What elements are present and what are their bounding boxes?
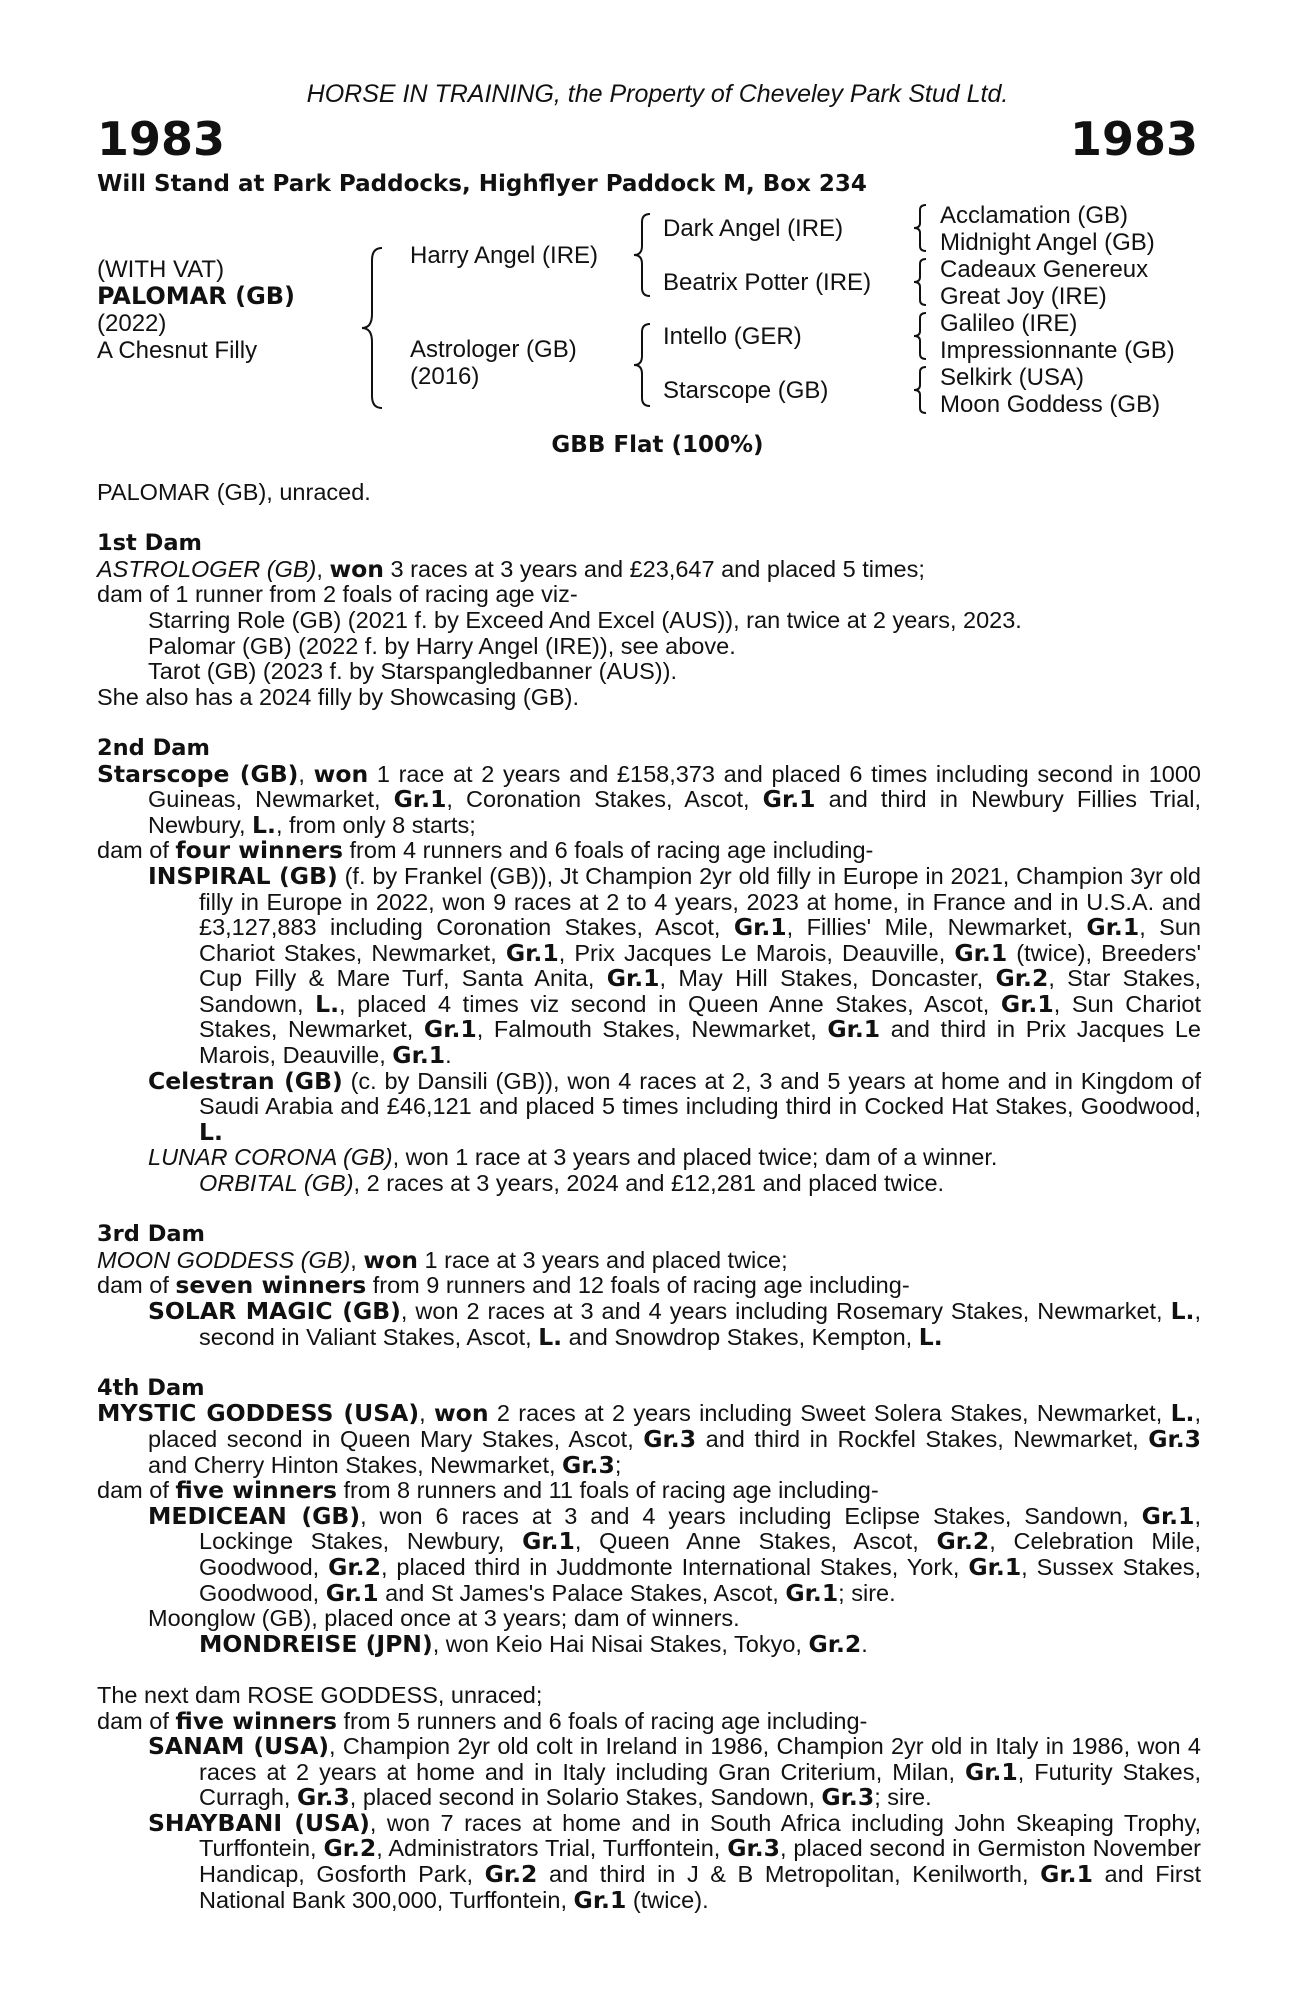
offspring-line: Tarot (GB) (2023 f. by Starspangledbanner (AUS)). — [148, 658, 677, 685]
pedigree-sdd: Great Joy (IRE) — [940, 283, 1107, 310]
pedigree-dam-year: (2016) — [410, 363, 480, 390]
third-dam-summary: MOON GODDESS (GB), won 1 race at 3 years and placed twice; — [97, 1245, 788, 1274]
pedigree-dsd: Impressionnante (GB) — [940, 337, 1175, 364]
offspring-line: SOLAR MAGIC (GB), won 2 races at 3 and 4 years including Rosemary Stakes, Newmarket, L., second in Valiant Stakes, Ascot, L. and Snowdrop Stakes, Kempton, L. — [148, 1297, 1201, 1351]
section-heading-1st-dam: 1st Dam — [97, 530, 202, 557]
pedigree-sire: Harry Angel (IRE) — [410, 242, 599, 269]
offspring-line: Starring Role (GB) (2021 f. by Exceed And Excel (AUS)), ran twice at 2 years, 2023. — [148, 606, 1022, 633]
offspring-line: Celestran (GB) (c. by Dansili (GB)), won 4 races at 2, 3 and 5 years at home and in Kingdom of Saudi Arabia and £46,121 and placed 5 times including third in Cocked Hat Stakes, Goodwood, L. — [148, 1066, 1201, 1146]
offspring-line: LUNAR CORONA (GB), won 1 race at 3 years and placed twice; dam of a winner. — [148, 1144, 998, 1171]
pedigree-brace-sire — [630, 212, 656, 298]
pedigree-dam-sire: Intello (GER) — [663, 323, 802, 350]
offspring-line: SANAM (USA), Champion 2yr old colt in Ireland in 1986, Champion 2yr old in Italy in 1986, won 4 races at 2 years at home and in Italy including Gran Criterium, Milan, Gr.1, Futurity Stakes, Curragh, Gr.3, placed second in Solario Stakes, Sandown, Gr.3; sire. — [148, 1732, 1202, 1812]
pedigree-dss: Galileo (IRE) — [940, 310, 1078, 337]
horse-info — [97, 256, 295, 364]
pedigree-sire-dam: Beatrix Potter (IRE) — [663, 269, 872, 296]
pedigree-brace-3a — [910, 203, 930, 253]
sale-header: HORSE IN TRAINING, the Property of Cheveley Park Stud Ltd. — [306, 80, 1009, 108]
horse-description: A Chesnut Filly — [97, 337, 258, 364]
catalogue-body — [97, 480, 1201, 1913]
first-dam-produce: dam of 1 runner from 2 foals of racing age viz- — [97, 581, 578, 608]
pedigree-dam: Astrologer (GB) — [410, 336, 577, 363]
pedigree-sds: Cadeaux Genereux — [940, 256, 1149, 283]
pedigree-brace-3c — [910, 311, 930, 361]
section-heading-4th-dam: 4th Dam — [97, 1374, 205, 1401]
third-dam-produce: dam of seven winners from 9 runners and 12 foals of racing age including- — [97, 1271, 910, 1300]
second-dam-produce: dam of four winners from 4 runners and 6 foals of racing age including- — [97, 836, 874, 865]
next-dam-summary: The next dam ROSE GODDESS, unraced; — [97, 1681, 543, 1708]
pedigree-sire-sire: Dark Angel (IRE) — [663, 215, 844, 242]
pedigree-brace-3d — [910, 365, 930, 415]
offspring-line: MEDICEAN (GB), won 6 races at 3 and 4 years including Eclipse Stakes, Sandown, Gr.1, Lockinge Stakes, Newbury, Gr.1, Queen Anne Stakes, Ascot, Gr.2, Celebration Mile, Goodwood, Gr.2, placed third in Juddmonte International Stakes, York, Gr.1, Sussex Stakes, Goodwood, Gr.1 and St James's Palace Stakes, Ascot, Gr.1; sire. — [148, 1501, 1201, 1607]
lot-number-right: 1983 — [1069, 112, 1198, 166]
pedigree-dds: Selkirk (USA) — [940, 364, 1085, 391]
lot-number-left: 1983 — [97, 112, 226, 166]
pedigree-dam-dam: Starscope (GB) — [663, 377, 829, 404]
pedigree-brace-dam — [630, 322, 656, 408]
fourth-dam-summary: MYSTIC GODDESS (USA), won 2 races at 2 years including Sweet Solera Stakes, Newmarket, L., placed second in Queen Mary Stakes, Ascot, Gr.3 and third in Rockfel Stakes, Newmarket, Gr.3 and Cherry Hinton Stakes, Newmarket, Gr.3; — [97, 1399, 1201, 1479]
intro-line: PALOMAR (GB), unraced. — [97, 479, 371, 505]
grand-offspring-line: ORBITAL (GB), 2 races at 3 years, 2024 and £12,281 and placed twice. — [199, 1170, 945, 1197]
offspring-line: SHAYBANI (USA), won 7 races at home and in South Africa including John Skeaping Trophy, Turffontein, Gr.2, Administrators Trial, Turffontein, Gr.3, placed second in Germiston November Handicap, Gosforth Park, Gr.2 and third in J & B Metropolitan, Kenilworth, Gr.1 and First National Bank 300,000, Turffontein, Gr.1 (twice). — [148, 1808, 1201, 1914]
pedigree-sss: Acclamation (GB) — [940, 202, 1129, 229]
pedigree-brace-gen1 — [360, 246, 390, 410]
pedigree-brace-3b — [910, 257, 930, 307]
fourth-dam-produce: dam of five winners from 8 runners and 11 foals of racing age including- — [97, 1476, 879, 1505]
section-heading-3rd-dam: 3rd Dam — [97, 1221, 205, 1248]
pedigree-ssd: Midnight Angel (GB) — [940, 229, 1155, 256]
offspring-line: Palomar (GB) (2022 f. by Harry Angel (IRE)), see above. — [148, 632, 736, 659]
vat-note: (WITH VAT) — [97, 256, 225, 283]
pedigree-ddd: Moon Goddess (GB) — [940, 391, 1161, 418]
first-dam-summary: ASTROLOGER (GB), won 3 races at 3 years and £23,647 and placed 5 times; — [97, 554, 925, 583]
second-dam-summary: Starscope (GB), won 1 race at 2 years and £158,373 and placed 6 times including second in 1000 Guineas, Newmarket, Gr.1, Coronation Stakes, Ascot, Gr.1 and third in Newbury Fillies Trial, Newbury, L., from only 8 starts; — [97, 759, 1201, 839]
offspring-line: INSPIRAL (GB) (f. by Frankel (GB)), Jt Champion 2yr old filly in Europe in 2021, Champion 3yr old filly in Europe in 2022, won 9 races at 2 to 4 years, 2023 at home, in France and in U.S.A. and £3,127,883 including Coronation Stakes, Ascot, Gr.1, Fillies' Mile, Newmarket, Gr.1, Sun Chariot Stakes, Newmarket, Gr.1, Prix Jacques Le Marois, Deauville, Gr.1 (twice), Breeders' Cup Filly & Mare Turf, Santa Anita, Gr.1, May Hill Stakes, Doncaster, Gr.2, Star Stakes, Sandown, L., placed 4 times viz second in Queen Anne Stakes, Ascot, Gr.1, Sun Chariot Stakes, Newmarket, Gr.1, Falmouth Stakes, Newmarket, Gr.1 and third in Prix Jacques Le Marois, Deauville, Gr.1. — [148, 861, 1202, 1070]
stand-location: Will Stand at Park Paddocks, Highflyer Paddock M, Box 234 — [97, 171, 867, 197]
gbb-flat-label: GBB Flat (100%) — [551, 432, 764, 458]
grand-offspring-line: MONDREISE (JPN), won Keio Hai Nisai Stakes, Tokyo, Gr.2. — [199, 1629, 868, 1658]
first-dam-also: She also has a 2024 filly by Showcasing (GB). — [97, 683, 580, 710]
offspring-line: Moonglow (GB), placed once at 3 years; dam of winners. — [148, 1605, 740, 1632]
horse-year: (2022) — [97, 310, 167, 337]
next-dam-produce: dam of five winners from 5 runners and 6 foals of racing age including- — [97, 1706, 868, 1735]
section-heading-2nd-dam: 2nd Dam — [97, 734, 210, 761]
horse-name: PALOMAR (GB) — [97, 282, 296, 310]
